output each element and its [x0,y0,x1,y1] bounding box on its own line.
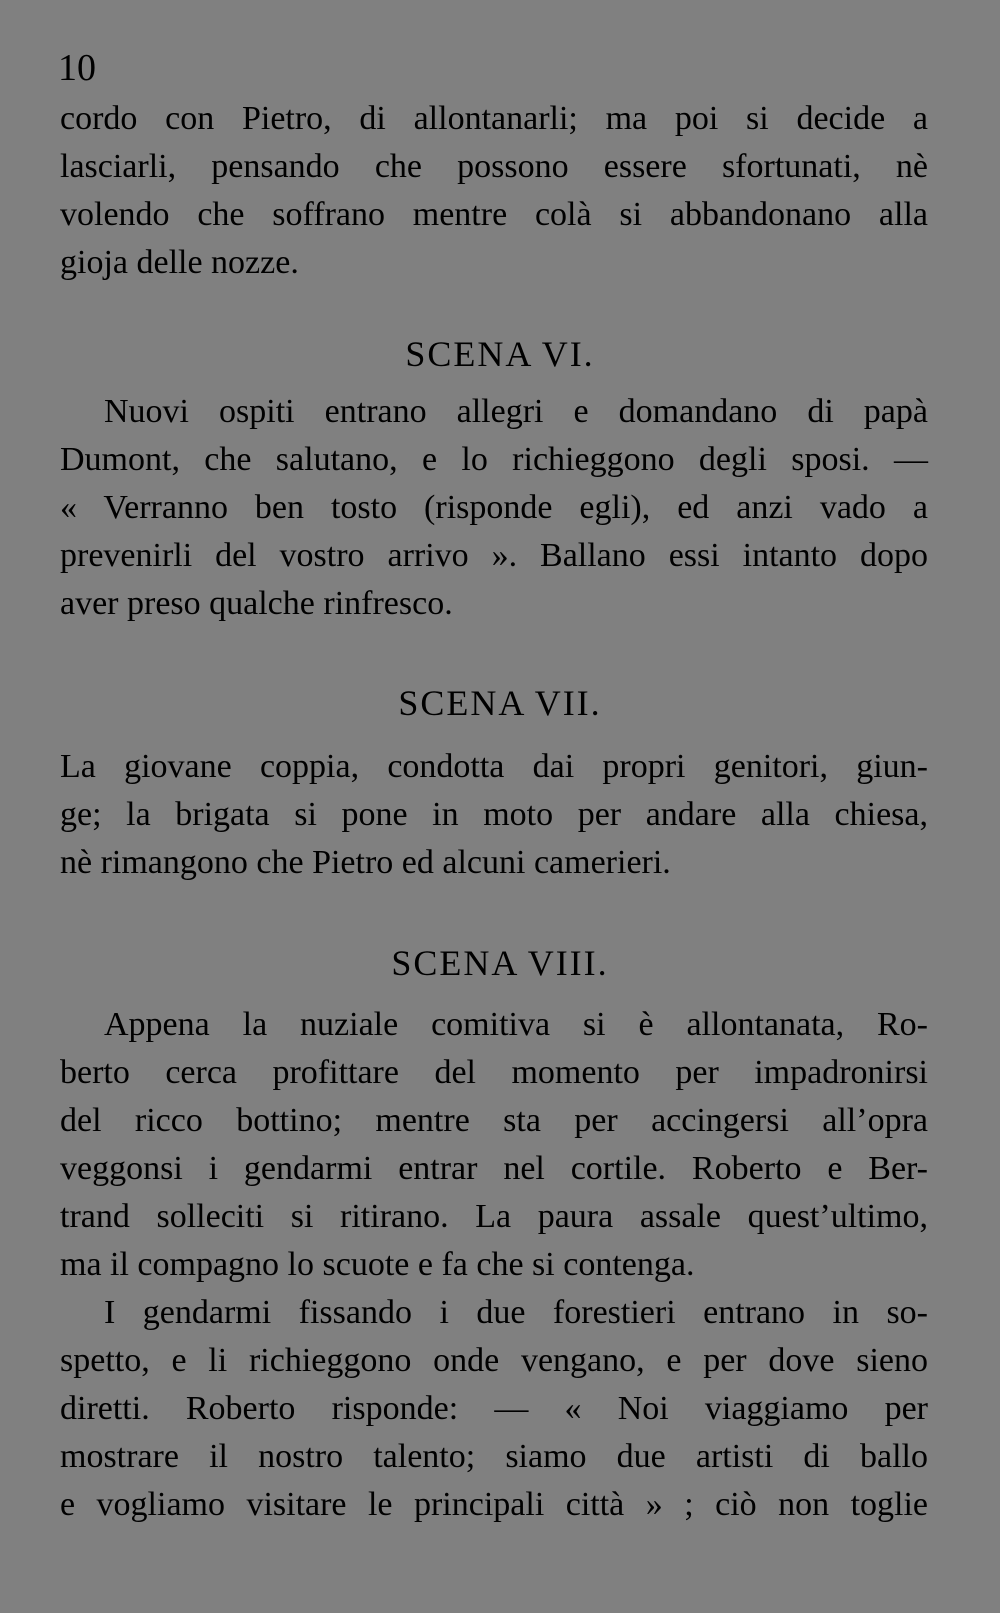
text-line: lasciarli, pensando che possono essere sfortunati, nè [60,148,928,185]
text-line: ge; la brigata si pone in moto per andare alla chiesa, [60,796,928,833]
scene-heading: SCENA VIII. [391,943,609,983]
text-line: « Verranno ben tosto (risponde egli), ed anzi vado a [60,489,928,526]
text-line: ma il compagno lo scuote e fa che si contenga. [60,1246,695,1283]
page-number: 10 [58,47,96,89]
scene-heading: SCENA VI. [405,334,595,374]
text-line: del ricco bottino; mentre sta per accingersi all’opra [60,1102,928,1139]
text-line: e vogliamo visitare le principali città » ; ciò non toglie [60,1486,928,1523]
text-line: trand solleciti si ritirano. La paura assale quest’ultimo, [60,1198,928,1235]
text-line: spetto, e li richieggono onde vengano, e per dove sieno [60,1342,928,1379]
text-line: gioja delle nozze. [60,244,299,281]
text-line: nè rimangono che Pietro ed alcuni camerieri. [60,844,671,881]
text-line: diretti. Roberto risponde: — « Noi viaggiamo per [60,1390,928,1427]
text-line: Dumont, che salutano, e lo richieggono degli sposi. — [60,441,928,478]
text-line: mostrare il nostro talento; siamo due artisti di ballo [60,1438,928,1475]
text-line: Nuovi ospiti entrano allegri e domandano di papà [104,393,928,430]
scene-heading: SCENA VII. [398,683,602,723]
text-line: Appena la nuziale comitiva si è allontanata, Ro- [104,1006,928,1043]
text-line: cordo con Pietro, di allontanarli; ma poi si decide a [60,100,928,137]
text-line: veggonsi i gendarmi entrar nel cortile. Roberto e Ber- [60,1150,928,1187]
text-line: volendo che soffrano mentre colà si abbandonano alla [60,196,928,233]
text-line: berto cerca profittare del momento per impadronirsi [60,1054,928,1091]
text-line: I gendarmi fissando i due forestieri entrano in so- [104,1294,928,1331]
text-line: aver preso qualche rinfresco. [60,585,453,622]
text-line: prevenirli del vostro arrivo ». Ballano essi intanto dopo [60,537,928,574]
text-line: La giovane coppia, condotta dai propri genitori, giun- [60,748,928,785]
